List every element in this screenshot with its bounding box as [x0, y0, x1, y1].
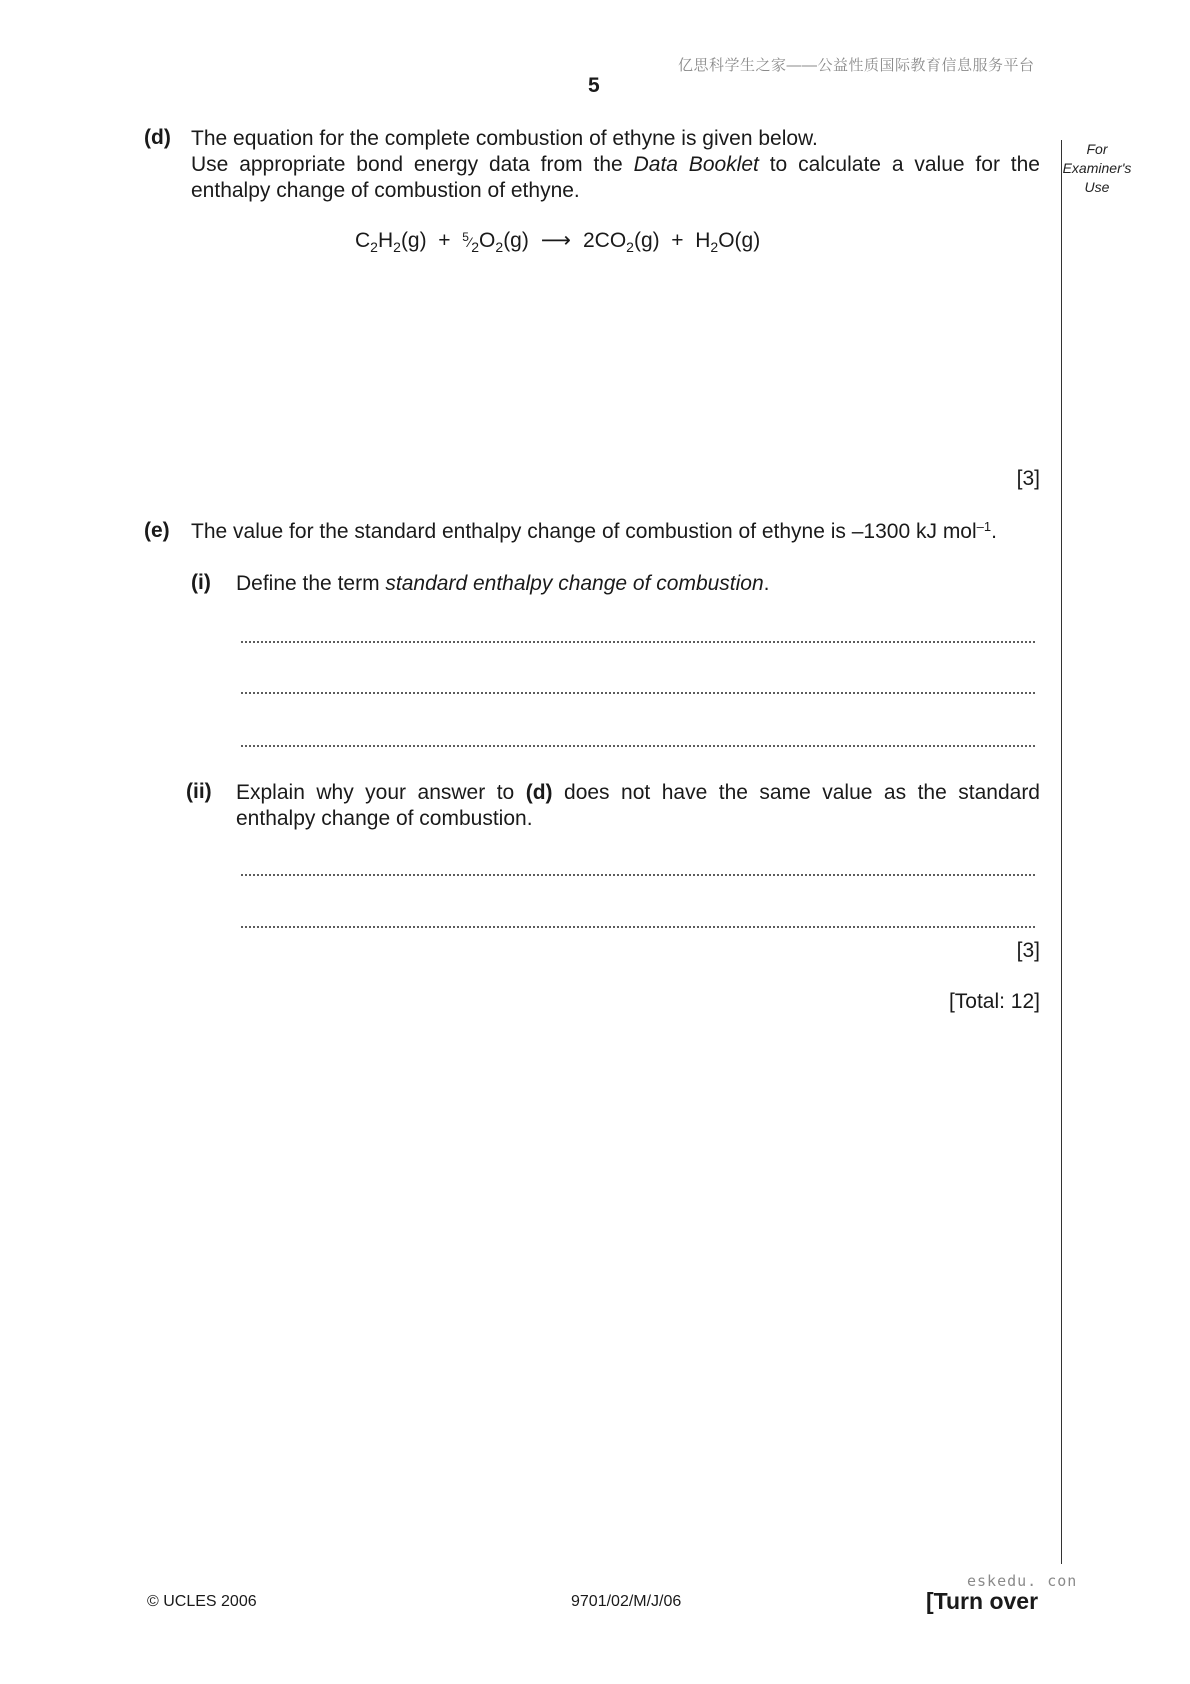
eq-co2-sub: 2: [626, 239, 634, 255]
sub-ii-reference: (d): [525, 781, 553, 804]
sub-ii-text: Explain why your answer to: [236, 781, 526, 804]
answer-line-i-1[interactable]: [240, 641, 1036, 643]
combustion-equation: [355, 228, 760, 253]
eq-h-sub: 2: [393, 239, 401, 255]
sub-i-period: .: [763, 572, 770, 595]
part-e-text: The value for the standard enthalpy change of combustion of ethyne is –1300 kJ mol: [191, 520, 977, 543]
part-d-question: [191, 126, 1040, 204]
examiner-use-label: [1062, 140, 1132, 197]
turn-over: [Turn over: [926, 1588, 1039, 1614]
examiner-line-1: For: [1086, 141, 1108, 157]
sub-ii-label: (ii): [186, 780, 212, 803]
eq-h2o-sub: 2: [710, 239, 719, 255]
part-d-label: (d): [144, 126, 171, 149]
eq-co2: 2CO: [582, 229, 627, 252]
part-d-text: Use appropriate bond energy data from the: [191, 153, 634, 176]
header-watermark: 亿思科学生之家——公益性质国际教育信息服务平台: [678, 57, 1035, 74]
sub-i-text: Define the term: [236, 572, 386, 595]
eq-fraction-slash: ⁄: [468, 234, 472, 250]
sub-i-term: standard enthalpy change of combustion: [385, 572, 764, 595]
eq-state-4: O(g): [718, 229, 761, 252]
answer-line-ii-1[interactable]: [240, 874, 1036, 876]
eq-state-2: (g): [503, 229, 529, 252]
eq-o-sub: 2: [495, 239, 504, 255]
sub-i-label: (i): [191, 571, 211, 594]
part-d-line-2: [191, 152, 1040, 204]
eq-c: C: [355, 229, 371, 252]
answer-line-i-3[interactable]: [240, 745, 1036, 747]
sub-ii-text-end: does not have the same value as the standard enthalpy change of combustion.: [236, 781, 1040, 830]
part-e-marks: [3]: [1016, 939, 1040, 962]
examiner-margin-line: [1061, 140, 1062, 1564]
part-e-period: .: [991, 520, 997, 543]
eq-h: H: [377, 229, 394, 252]
sub-ii-question: [236, 780, 1040, 832]
part-d-line-1: The equation for the complete combustion of ethyne is given below.: [191, 127, 818, 150]
data-booklet-term: Data Booklet: [633, 153, 759, 176]
examiner-line-2: Examiner's: [1062, 160, 1132, 176]
copyright: © UCLES 2006: [147, 1593, 257, 1610]
unit-superscript: –1: [976, 519, 992, 534]
eq-arrow-icon: ⟶: [540, 229, 571, 252]
part-d-marks: [3]: [1016, 467, 1040, 490]
eq-plus-1: (g) +: [400, 229, 463, 252]
eq-plus-2: (g) + H: [633, 229, 711, 252]
part-e-label: (e): [144, 519, 170, 542]
answer-line-i-2[interactable]: [240, 692, 1036, 694]
paper-code: 9701/02/M/J/06: [571, 1593, 682, 1610]
eq-fraction-denominator: 2: [471, 239, 480, 255]
part-d-text-end: to calculate a value for the enthalpy change of combustion of ethyne.: [191, 153, 1040, 202]
eq-c-sub: 2: [370, 239, 378, 255]
eq-fraction-numerator: 5: [462, 230, 469, 244]
part-e-statement: [191, 519, 1051, 545]
eq-o: O: [479, 229, 496, 252]
answer-line-ii-2[interactable]: [240, 926, 1036, 928]
sub-i-question: [236, 571, 770, 597]
total-marks: [Total: 12]: [948, 990, 1040, 1013]
examiner-line-3: Use: [1084, 179, 1110, 195]
footer-watermark: eskedu. con: [967, 1572, 1078, 1590]
page-number: 5: [588, 74, 600, 97]
